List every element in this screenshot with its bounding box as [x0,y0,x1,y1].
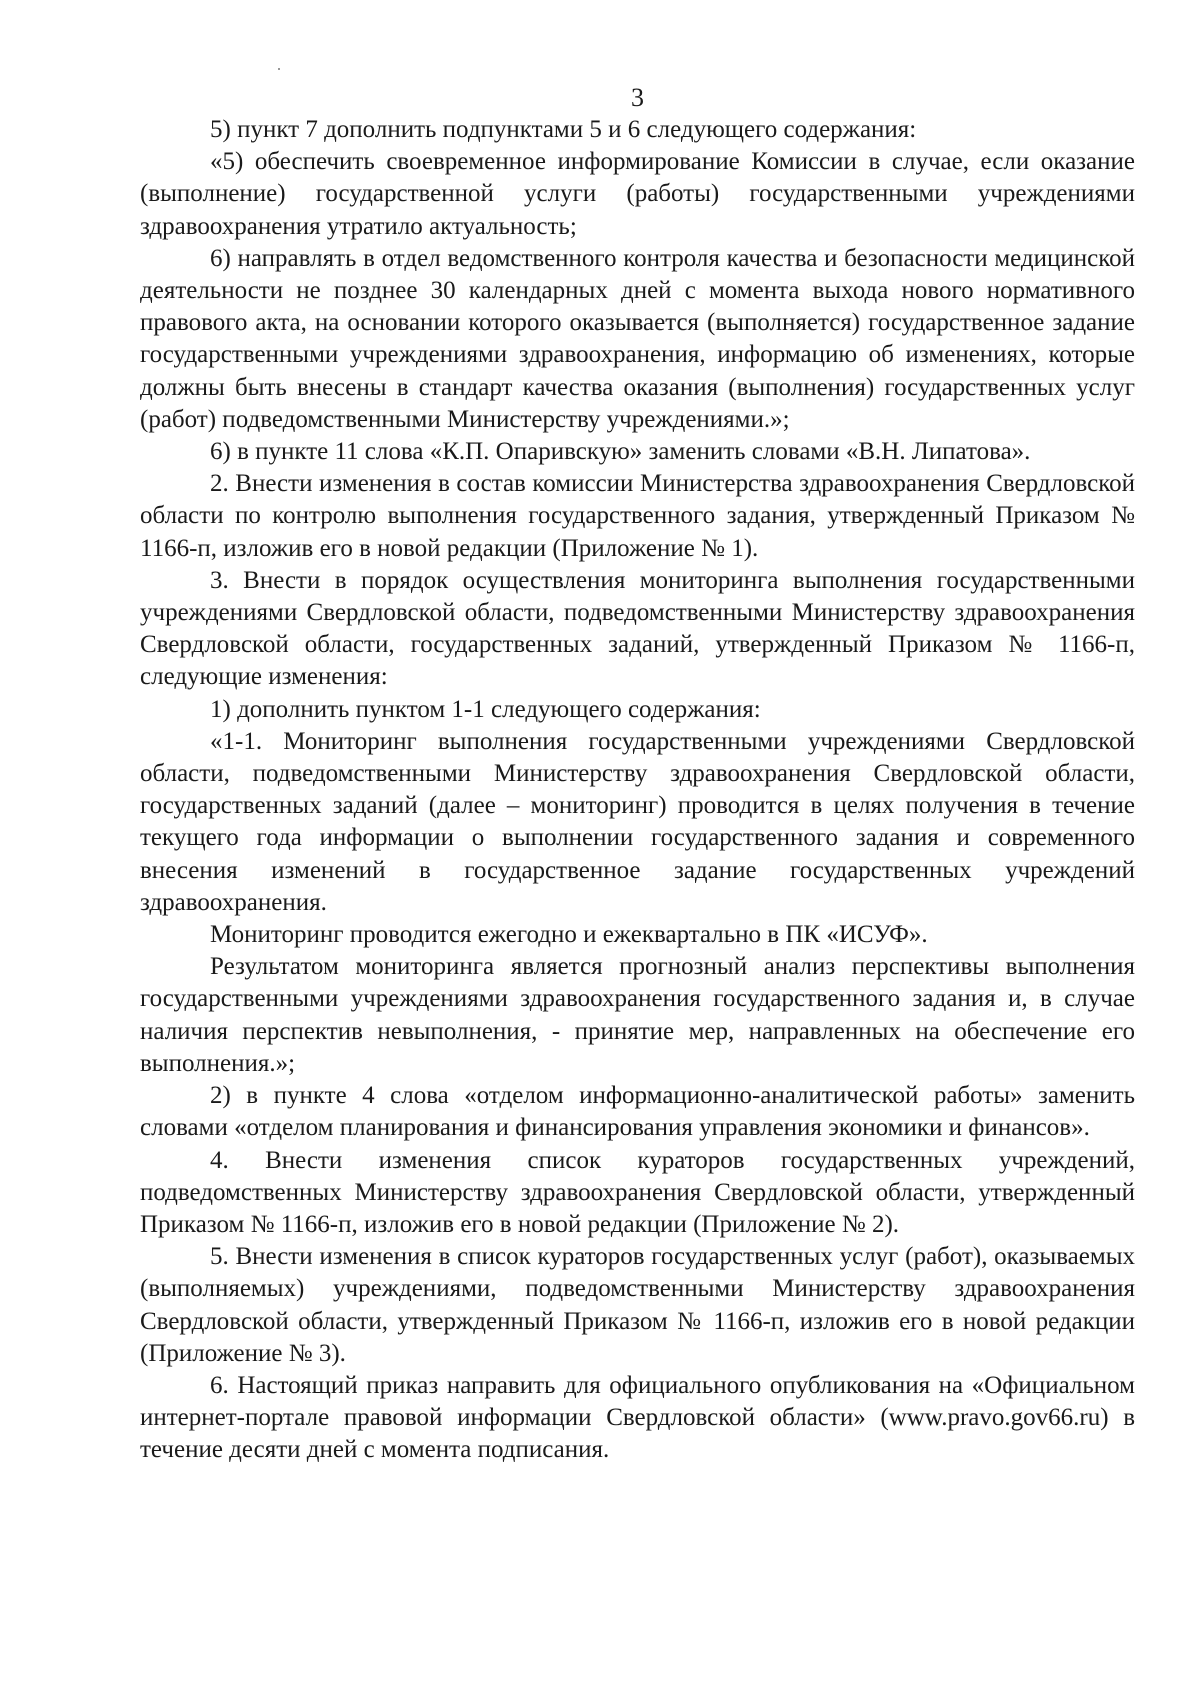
page-number: 3 [631,83,644,112]
paragraph-subitem-6: 6) направлять в отдел ведомственного контроля качества и безопасности медицинской деятельности не позднее 30 календарных дней с момента выхода нового нормативного правового акта, на основании которого оказывается (выполняется) государственное задание государственными учреждениями здравоохранения, информацию об изменениях, которые должны быть внесены в стандарт качества оказания (выполнения) государственных услуг (работ) подведомственными Министерству учреждениями.»; [140,244,1135,433]
paragraph-section-5: 5. Внести изменения в список кураторов государственных услуг (работ), оказываемых (выполняемых) учреждениями, подведомственными Министерству здравоохранения Свердловской области, утвержденный Приказом № 1166-п, изложив его в новой редакции (Приложение № 3). [140,1243,1135,1367]
paragraph-section-2: 2. Внести изменения в состав комиссии Министерства здравоохранения Свердловской области по контролю выполнения государственного задания, утвержденный Приказом № 1166-п, изложив его в новой редакции (Приложение № 1). [140,470,1135,562]
paragraph-monitoring-frequency: Мониторинг проводится ежегодно и ежеквартально в ПК «ИСУФ». [210,921,928,949]
paragraph-clause-1-1: «1-1. Мониторинг выполнения государственными учреждениями Свердловской области, подведомственными Министерству здравоохранения Свердловской области, государственных заданий (далее – мониторинг) проводится в целях получения в течение текущего года информации о выполнении государственного задания и современного внесения изменений в государственное задание государственных учреждений здравоохранения. [140,727,1135,916]
paragraph-section-4: 4. Внести изменения список кураторов государственных учреждений, подведомственных Министерству здравоохранения Свердловской области, утвержденный Приказом № 1166-п, изложив его в новой редакции (Приложение № 2). [140,1146,1135,1238]
paragraph-section-3-item-2: 2) в пункте 4 слова «отделом информационно-аналитической работы» заменить словами «отделом планирования и финансирования управления экономики и финансов». [140,1082,1135,1142]
paragraph-section-6: 6. Настоящий приказ направить для официального опубликования на «Официальном интернет-портале правовой информации Свердловской области» (www.pravo.gov66.ru) в течение десяти дней с момента подписания. [140,1371,1135,1464]
document-body [140,114,1135,1467]
paragraph-subitem-5: «5) обеспечить своевременное информирование Комиссии в случае, если оказание (выполнение) государственной услуги (работы) государственными учреждениями здравоохранения утратило актуальность; [140,148,1135,240]
scan-speck [278,68,280,70]
paragraph-monitoring-result: Результатом мониторинга является прогнозный анализ перспективы выполнения государственными учреждениями здравоохранения государственного задания и, в случае наличия перспектив невыполнения, - принятие мер, направленных на обеспечение его выполнения.»; [140,953,1135,1077]
paragraph-section-3: 3. Внести в порядок осуществления мониторинга выполнения государственными учреждениями Свердловской области, подведомственными Министерству здравоохранения Свердловской области, государственных заданий, утвержденный Приказом № 1166-п, следующие изменения: [140,566,1135,691]
paragraph-item-6-replace: 6) в пункте 11 слова «К.П. Опаривскую» заменить словами «В.Н. Липатова». [210,438,1031,466]
paragraph-item-5-intro: 5) пункт 7 дополнить подпунктами 5 и 6 следующего содержания: [210,116,917,143]
paragraph-section-3-item-1: 1) дополнить пунктом 1-1 следующего содержания: [210,695,761,723]
